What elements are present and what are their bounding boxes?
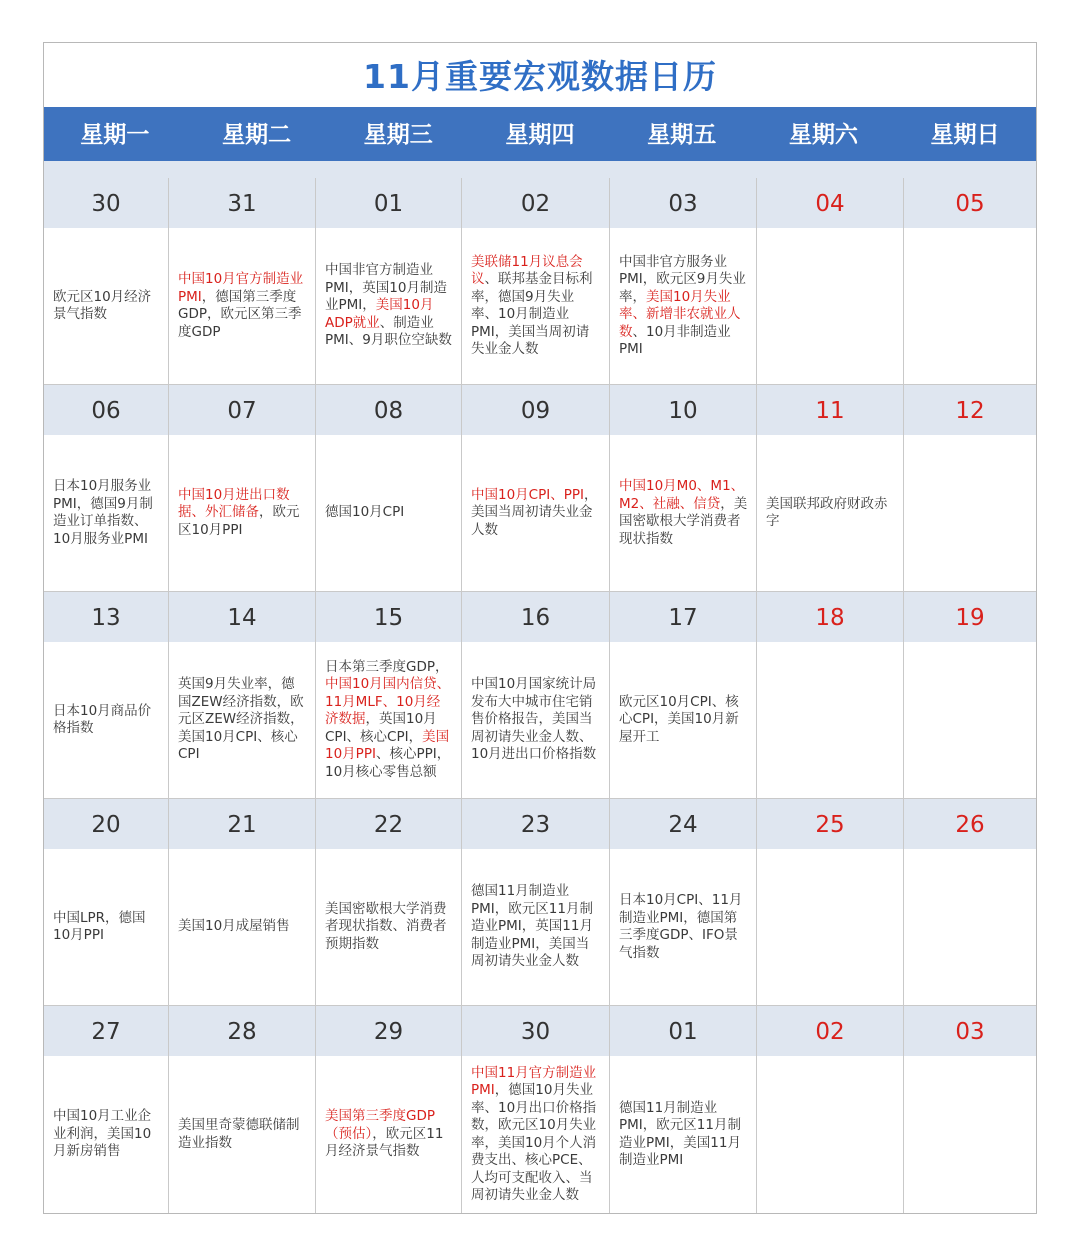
- event-segment: 日本10月服务业PMI，德国9月制造业订单指数、10月服务业PMI: [53, 478, 153, 547]
- day-events: [178, 849, 307, 1005]
- weekday-sunday: 星期日: [930, 122, 1000, 148]
- day-number: 19: [904, 592, 1036, 642]
- event-text: [619, 478, 748, 548]
- day-number: 16: [462, 592, 609, 642]
- day-number: 07: [169, 385, 315, 435]
- day-number: 03: [610, 178, 756, 228]
- highlighted-event: 美国10月失业率、新增非农就业人数: [619, 288, 741, 340]
- day-events: [325, 849, 453, 1005]
- highlighted-event: 中国10月国内信贷、11月MLF、10月经济数据: [325, 676, 451, 728]
- calendar-day-cell: [610, 178, 757, 385]
- day-events: [913, 435, 1028, 591]
- day-events: [913, 1056, 1028, 1213]
- day-number: 15: [316, 592, 461, 642]
- event-text: [178, 676, 307, 764]
- day-events: [766, 1056, 895, 1213]
- day-number: 30: [462, 1006, 609, 1056]
- day-events: [913, 228, 1028, 384]
- calendar-day-cell: [44, 385, 169, 592]
- day-events: [471, 228, 601, 384]
- weekday-saturday: 星期六: [788, 122, 858, 148]
- event-text: [471, 676, 601, 764]
- event-text: [325, 1108, 453, 1161]
- day-events: [471, 849, 601, 1005]
- event-segment: ，欧元区10月PPI: [178, 504, 300, 538]
- calendar-day-cell: [169, 178, 316, 385]
- day-number: 08: [316, 385, 461, 435]
- event-text: [471, 487, 601, 540]
- event-segment: ，欧元区11月经济景气指数: [325, 1125, 444, 1160]
- day-number: 18: [757, 592, 903, 642]
- event-segment: 中国10月工业企业利润，美国10月新房销售: [53, 1108, 152, 1160]
- event-segment: ，英国10月CPI、核心CPI，: [325, 711, 437, 745]
- day-number: 05: [904, 178, 1036, 228]
- event-text: [53, 1108, 160, 1161]
- event-segment: 中国非官方制造业PMI，英国10月制造业PMI，: [325, 262, 447, 314]
- calendar-day-cell: [904, 385, 1036, 592]
- day-events: [619, 228, 748, 384]
- day-events: [913, 849, 1028, 1005]
- day-number: 23: [462, 799, 609, 849]
- calendar-day-cell: [757, 385, 904, 592]
- highlighted-event: 美联储11月议息会议: [471, 253, 583, 287]
- day-events: [53, 1056, 160, 1213]
- event-text: [619, 892, 748, 962]
- day-number: 02: [462, 178, 609, 228]
- event-text: [471, 254, 601, 359]
- day-events: [178, 1056, 307, 1213]
- event-text: [325, 659, 453, 782]
- day-number: 22: [316, 799, 461, 849]
- day-events: [325, 228, 453, 384]
- day-events: [325, 435, 453, 591]
- event-text: [178, 271, 307, 341]
- event-text: [766, 496, 895, 531]
- day-events: [619, 849, 748, 1005]
- day-number: 28: [169, 1006, 315, 1056]
- day-events: [325, 642, 453, 798]
- calendar-day-cell: [316, 592, 462, 799]
- day-number: 21: [169, 799, 315, 849]
- day-events: [471, 642, 601, 798]
- event-segment: 、制造业PMI、9月职位空缺数: [325, 314, 452, 349]
- day-number: 29: [316, 1006, 461, 1056]
- event-text: [619, 254, 748, 359]
- day-number: 14: [169, 592, 315, 642]
- calendar-day-cell: [462, 385, 610, 592]
- day-events: [766, 849, 895, 1005]
- event-segment: 欧元区10月经济景气指数: [53, 288, 152, 322]
- calendar-day-cell: [610, 799, 757, 1006]
- event-text: [178, 487, 307, 540]
- highlighted-event: 中国10月CPI、PPI: [471, 486, 584, 503]
- day-events: [53, 435, 160, 591]
- event-segment: 、10月非制造业PMI: [619, 323, 731, 357]
- calendar-day-cell: [757, 592, 904, 799]
- weekday-thursday: 星期四: [505, 122, 575, 148]
- calendar-day-cell: [169, 799, 316, 1006]
- day-number: 09: [462, 385, 609, 435]
- calendar-day-cell: [610, 1006, 757, 1213]
- highlighted-event: 美国第三季度GDP（预估）: [325, 1108, 435, 1142]
- day-events: [766, 642, 895, 798]
- weekday-tuesday: 星期二: [222, 122, 292, 148]
- event-segment: 欧元区10月CPI、核心CPI，美国10月新屋开工: [619, 693, 739, 745]
- day-events: [913, 642, 1028, 798]
- event-text: [178, 918, 290, 936]
- day-events: [53, 642, 160, 798]
- event-segment: 日本10月CPI、11月制造业PMI，德国第三季度GDP、IFO景气指数: [619, 892, 743, 961]
- event-segment: ，德国10月失业率、10月出口价格指数，欧元区10月失业率，美国10月个人消费支出、核心PCE、人均可支配收入、当周初请失业金人数: [471, 1082, 597, 1203]
- day-number: 31: [169, 178, 315, 228]
- calendar-day-cell: [462, 799, 610, 1006]
- event-segment: ，美国当周初请失业金人数: [471, 486, 598, 538]
- calendar-day-cell: [904, 178, 1036, 385]
- day-events: [53, 228, 160, 384]
- calendar-day-cell: [757, 799, 904, 1006]
- event-text: [471, 1065, 601, 1205]
- event-segment: 美国里奇蒙德联储制造业指数: [178, 1117, 300, 1151]
- calendar-day-cell: [169, 385, 316, 592]
- calendar-day-cell: [316, 178, 462, 385]
- highlighted-event: 中国11月官方制造业PMI: [471, 1064, 597, 1098]
- calendar-day-cell: [904, 592, 1036, 799]
- day-number: 06: [44, 385, 168, 435]
- calendar-day-cell: [44, 799, 169, 1006]
- calendar-day-cell: [316, 1006, 462, 1213]
- day-number: 25: [757, 799, 903, 849]
- weekday-monday: 星期一: [80, 122, 150, 148]
- weekday-header: [44, 107, 1036, 161]
- day-number: 13: [44, 592, 168, 642]
- calendar-day-cell: [610, 385, 757, 592]
- calendar-frame: [43, 42, 1037, 1214]
- event-text: [53, 289, 160, 324]
- event-text: [53, 703, 160, 738]
- event-segment: 、核心PPI，10月核心零售总额: [325, 746, 451, 780]
- day-number: 03: [904, 1006, 1036, 1056]
- weekday-friday: 星期五: [647, 122, 717, 148]
- header-divider: [44, 161, 1036, 179]
- day-events: [619, 1056, 748, 1213]
- highlighted-event: 美国10月PPI: [325, 728, 450, 763]
- day-events: [766, 228, 895, 384]
- calendar-day-cell: [610, 592, 757, 799]
- event-segment: 美国联邦政府财政赤字: [766, 495, 888, 529]
- day-number: 27: [44, 1006, 168, 1056]
- event-segment: 中国10月国家统计局发布大中城市住宅销售价格报告，美国当周初请失业金人数、10月进出口价格指数: [471, 676, 597, 763]
- event-segment: 德国11月制造业PMI，欧元区11月制造业PMI，英国11月制造业PMI，美国当周初请失业金人数: [471, 883, 593, 970]
- event-text: [53, 478, 160, 548]
- day-events: [178, 642, 307, 798]
- day-number: 12: [904, 385, 1036, 435]
- day-number: 24: [610, 799, 756, 849]
- event-segment: 英国9月失业率，德国ZEW经济指数，欧元区ZEW经济指数，美国10月CPI、核心CPI: [178, 676, 304, 763]
- event-text: [619, 694, 748, 747]
- event-text: [325, 262, 453, 350]
- day-number: 04: [757, 178, 903, 228]
- highlighted-event: 中国10月M0、M1、M2、社融、信贷: [619, 478, 745, 512]
- calendar-day-cell: [44, 1006, 169, 1213]
- day-number: 01: [316, 178, 461, 228]
- event-text: [53, 910, 160, 945]
- day-events: [766, 435, 895, 591]
- highlighted-event: 中国10月进出口数据、外汇储备: [178, 486, 290, 521]
- calendar-day-cell: [904, 1006, 1036, 1213]
- event-segment: 日本第三季度GDP，: [325, 658, 449, 675]
- event-text: [619, 1100, 748, 1170]
- day-events: [53, 849, 160, 1005]
- day-events: [619, 642, 748, 798]
- event-segment: 美国密歇根大学消费者现状指数、消费者预期指数: [325, 900, 447, 952]
- calendar-day-cell: [462, 1006, 610, 1213]
- calendar-day-cell: [462, 178, 610, 385]
- event-segment: 中国LPR，德国10月PPI: [53, 909, 146, 943]
- event-text: [325, 901, 453, 954]
- calendar-grid: [44, 178, 1036, 1214]
- day-number: 30: [44, 178, 168, 228]
- calendar-day-cell: [462, 592, 610, 799]
- event-segment: ，美国密歇根大学消费者现状指数: [619, 495, 748, 547]
- event-text: [325, 504, 404, 522]
- event-segment: 、联邦基金目标利率，德国9月失业率、10月制造业PMI，美国当周初请失业金人数: [471, 271, 593, 357]
- day-number: 17: [610, 592, 756, 642]
- highlighted-event: 美国10月ADP就业: [325, 297, 434, 331]
- calendar-day-cell: [44, 592, 169, 799]
- calendar-day-cell: [904, 799, 1036, 1006]
- event-segment: ，德国第三季度GDP，欧元区第三季度GDP: [178, 288, 302, 340]
- page-title: 11月重要宏观数据日历: [363, 57, 717, 96]
- day-events: [619, 435, 748, 591]
- event-text: [178, 1117, 307, 1152]
- event-segment: 德国10月CPI: [325, 504, 405, 521]
- day-number: 20: [44, 799, 168, 849]
- day-number: 11: [757, 385, 903, 435]
- calendar-day-cell: [316, 385, 462, 592]
- highlighted-event: 中国10月官方制造业PMI: [178, 271, 304, 305]
- day-events: [178, 228, 307, 384]
- calendar-day-cell: [316, 799, 462, 1006]
- event-segment: 日本10月商品价格指数: [53, 702, 152, 736]
- day-number: 01: [610, 1006, 756, 1056]
- day-number: 10: [610, 385, 756, 435]
- day-events: [471, 1056, 601, 1213]
- calendar-day-cell: [757, 178, 904, 385]
- event-segment: 美国10月成屋销售: [178, 918, 290, 935]
- day-events: [471, 435, 601, 591]
- day-events: [178, 435, 307, 591]
- calendar-day-cell: [44, 178, 169, 385]
- weekday-wednesday: 星期三: [363, 122, 433, 148]
- event-text: [471, 883, 601, 971]
- calendar-day-cell: [757, 1006, 904, 1213]
- calendar-day-cell: [169, 1006, 316, 1213]
- day-number: 02: [757, 1006, 903, 1056]
- event-segment: 中国非官方服务业PMI，欧元区9月失业率，: [619, 253, 746, 305]
- day-events: [325, 1056, 453, 1213]
- calendar-day-cell: [169, 592, 316, 799]
- event-segment: 德国11月制造业PMI，欧元区11月制造业PMI，美国11月制造业PMI: [619, 1099, 741, 1168]
- day-number: 26: [904, 799, 1036, 849]
